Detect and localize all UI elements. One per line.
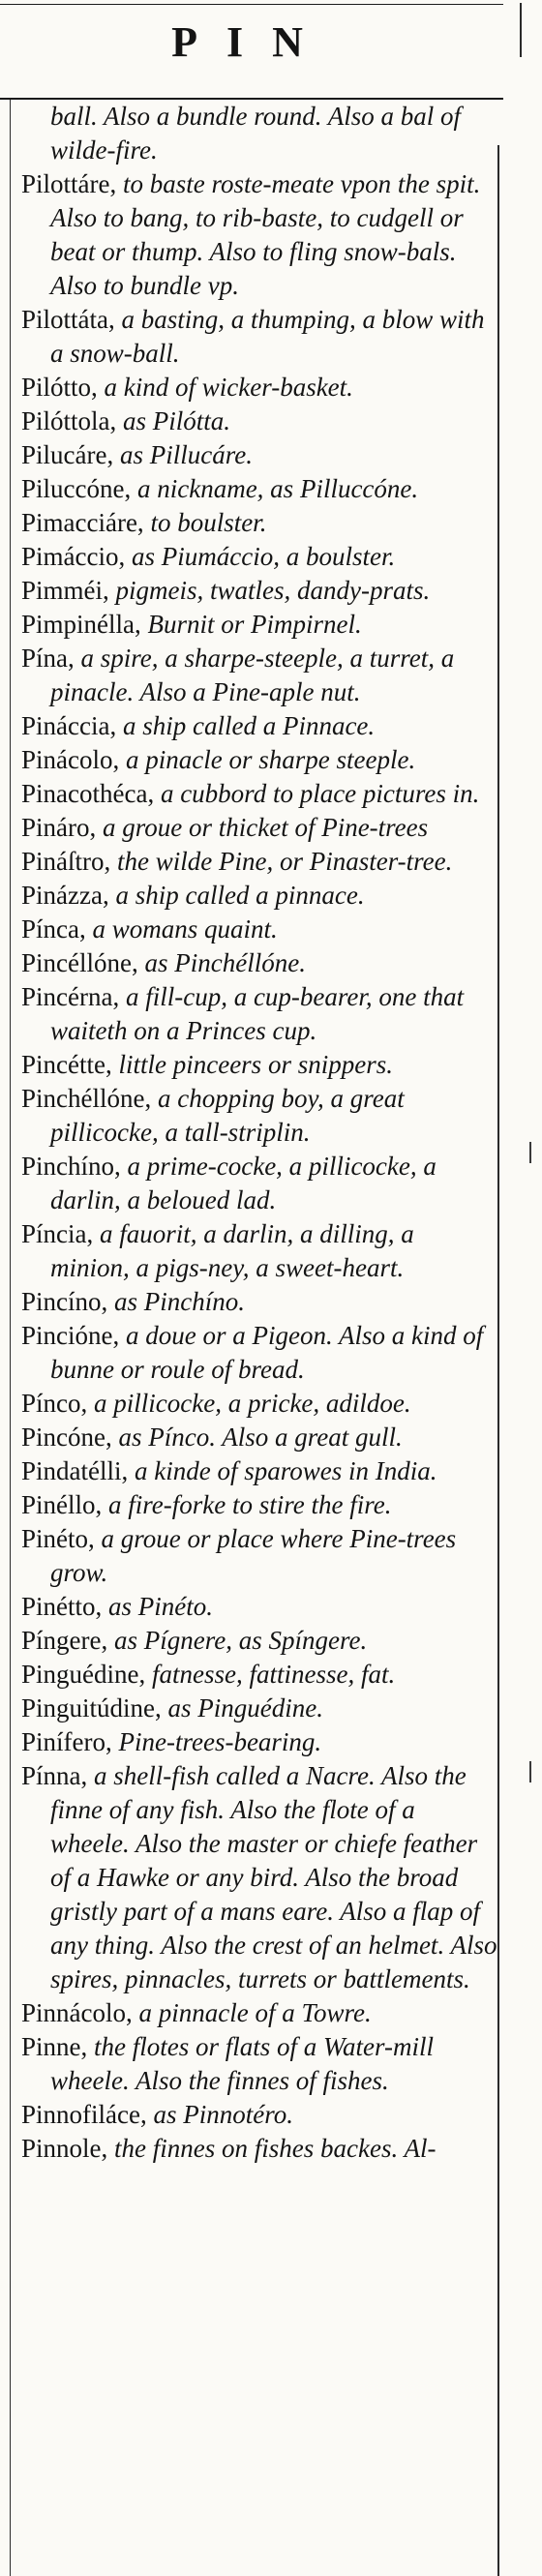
entry-headword: Pilóttola,: [21, 406, 117, 435]
entry-definition: a fire-forke to stire the fire.: [108, 1490, 392, 1519]
dictionary-entry: [21, 1996, 497, 2030]
entry-headword: Pinnofiláce,: [21, 2100, 147, 2129]
entry-definition: as Pillucáre.: [119, 440, 253, 469]
dictionary-entry: [21, 980, 497, 1048]
dictionary-entry: [21, 404, 497, 438]
page-header: PIN: [171, 18, 332, 66]
entry-definition: a cubbord to place pictures in.: [160, 779, 480, 808]
entry-headword: Píngere,: [21, 1626, 108, 1655]
entry-definition: a basting, a thumping, a blow with a snow-ball.: [50, 305, 485, 368]
entry-headword: Pilottáta,: [21, 305, 115, 334]
dictionary-entry: [21, 845, 497, 879]
entry-definition: as Pinnotéro.: [153, 2100, 293, 2129]
dictionary-entry: [21, 1387, 497, 1421]
dictionary-entry: [21, 608, 497, 642]
entry-headword: Pinázza,: [21, 881, 109, 910]
entry-headword: Pimpinélla,: [21, 610, 141, 639]
entry-definition: a fill-cup, a cup-bearer, one that waiteth on a Princes cup.: [50, 982, 465, 1045]
dictionary-entry: [21, 709, 497, 743]
dictionary-entry: [21, 913, 497, 946]
entry-definition: a fauorit, a darlin, a dilling, a minion, a pigs-ney, a sweet-heart.: [50, 1219, 414, 1282]
entry-definition: to boulster.: [150, 508, 267, 537]
header-top-rule: [0, 4, 503, 5]
entry-definition: a prime-cocke, a pillicocke, a darlin, a beloued lad.: [50, 1152, 437, 1214]
entry-headword: Pínna,: [21, 1761, 88, 1790]
entry-headword: Pimacciáre,: [21, 508, 144, 537]
entry-definition: as Pilótta.: [123, 406, 231, 435]
dictionary-entry: [21, 574, 497, 608]
dictionary-entry: [21, 777, 497, 811]
entry-headword: Pinguédine,: [21, 1660, 146, 1689]
entry-headword: Pinnácolo,: [21, 1998, 133, 2027]
entry-headword: Pinífero,: [21, 1727, 112, 1756]
dictionary-entry: [21, 2132, 497, 2166]
entry-headword: Pínca,: [21, 914, 86, 944]
entry-headword: Pinchíno,: [21, 1152, 121, 1181]
entry-definition: as Pinéto.: [108, 1592, 214, 1621]
right-column-rule: [497, 145, 499, 2576]
dictionary-entry: [21, 743, 497, 777]
entry-definition: a ship called a Pinnace.: [122, 711, 376, 740]
dictionary-entry: [21, 1421, 497, 1454]
dictionary-entry: [21, 2098, 497, 2132]
entry-definition: pigmeis, twatles, dandy-prats.: [115, 576, 431, 605]
entry-definition: to baste roste-meate vpon the spit. Also to bang, to rib-baste, to cudgell or beat or thump. Also to fling snow-bals. Also to bundle vp.: [50, 169, 481, 300]
dictionary-entry: [21, 1725, 497, 1759]
entry-definition: a kinde of sparowes in India.: [135, 1456, 437, 1485]
entry-headword: Piluccóne,: [21, 474, 132, 503]
corner-rule: [520, 3, 522, 57]
entry-definition: as Pinchíno.: [114, 1287, 246, 1316]
entry-headword: Pináro,: [21, 813, 97, 842]
dictionary-entry: [21, 1150, 497, 1217]
dictionary-entry: [21, 1217, 497, 1285]
dictionary-entry: [21, 100, 497, 167]
entry-headword: Pináſtro,: [21, 847, 111, 876]
entry-definition: a pinnacle of a Towre.: [138, 1998, 372, 2027]
entry-headword: Pinnole,: [21, 2134, 108, 2163]
dictionary-entry: [21, 506, 497, 540]
entry-definition: a groue or place where Pine-trees grow.: [50, 1524, 457, 1587]
dictionary-entry: [21, 1590, 497, 1624]
entry-headword: Pináccia,: [21, 711, 117, 740]
entry-headword: Pincétte,: [21, 1050, 112, 1079]
entry-definition: a groue or thicket of Pine-trees: [103, 813, 429, 842]
entry-definition: a pinacle or sharpe steeple.: [126, 745, 416, 774]
entry-definition: a shell-fish called a Nacre. Also the finne of any fish. Also the flote of a wheele. Also the master or chiefe feather of a Hawke or any bird. Also the broad gristly part of a mans eare. Also a flap of any thing. Also the crest of an helmet. Also spires, pinnacles, turrets or battlements.: [50, 1761, 497, 1993]
entry-definition: as Pinguédine.: [167, 1693, 323, 1722]
entry-definition: little pinceers or snippers.: [118, 1050, 393, 1079]
dictionary-entry: [21, 1624, 497, 1658]
dictionary-entry: [21, 371, 497, 404]
dictionary-entry: [21, 1522, 497, 1590]
dictionary-entry: [21, 811, 497, 845]
entry-definition: as Pinchéllóne.: [144, 948, 306, 977]
entry-headword: Pincóne,: [21, 1423, 112, 1452]
dictionary-entry: [21, 540, 497, 574]
dictionary-entry: [21, 438, 497, 472]
dictionary-entry: [21, 2030, 497, 2098]
entry-headword: Pincióne,: [21, 1321, 120, 1350]
left-column-rule: [10, 100, 11, 2576]
entry-definition: ball. Also a bundle round. Also a bal of wilde-fire.: [50, 102, 462, 165]
dictionary-entry: [21, 1488, 497, 1522]
entry-definition: Pine-trees-bearing.: [118, 1727, 322, 1756]
entry-definition: a womans quaint.: [92, 914, 278, 944]
entry-definition: a kind of wicker-basket.: [104, 373, 353, 402]
entry-definition: as Piumáccio, a boulster.: [131, 542, 396, 571]
dictionary-entry: [21, 167, 497, 303]
dictionary-entry: [21, 879, 497, 913]
dictionary-entry: [21, 1319, 497, 1387]
entry-headword: Pinácolo,: [21, 745, 120, 774]
entry-definition: the flotes or flats of a Water-mill wheele. Also the finnes of fishes.: [50, 2032, 434, 2095]
entry-definition: the wilde Pine, or Pinaster-tree.: [117, 847, 453, 876]
entry-headword: Pilottáre,: [21, 169, 117, 198]
margin-mark: [529, 1761, 531, 1782]
entry-list: [21, 100, 497, 2166]
entry-headword: Pincíno,: [21, 1287, 108, 1316]
dictionary-entry: [21, 1048, 497, 1082]
dictionary-entry: [21, 1285, 497, 1319]
entry-headword: Pimméi,: [21, 576, 109, 605]
entry-headword: Pinacothéca,: [21, 779, 155, 808]
entry-definition: a pillicocke, a pricke, adildoe.: [94, 1389, 411, 1418]
entry-definition: as Pígnere, as Spíngere.: [113, 1626, 368, 1655]
dictionary-entry: [21, 1454, 497, 1488]
margin-mark: [529, 1142, 531, 1163]
dictionary-entry: [21, 472, 497, 506]
dictionary-entry: [21, 303, 497, 371]
entry-headword: Pinéllo,: [21, 1490, 103, 1519]
entry-headword: Pínco,: [21, 1389, 88, 1418]
entry-definition: as Pínco. Also a great gull.: [118, 1423, 403, 1452]
entry-headword: Pinne,: [21, 2032, 88, 2061]
entry-headword: Pilucáre,: [21, 440, 114, 469]
entry-definition: the finnes on fishes backes. Al-: [114, 2134, 437, 2163]
dictionary-entry: [21, 1082, 497, 1150]
entry-headword: Pincéllóne,: [21, 948, 138, 977]
entry-definition: a spire, a sharpe-steeple, a turret, a pinacle. Also a Pine-aple nut.: [50, 644, 455, 706]
dictionary-entry: [21, 946, 497, 980]
entry-definition: a nickname, as Pilluccóne.: [136, 474, 419, 503]
entry-definition: a chopping boy, a great pillicocke, a tall-striplin.: [50, 1084, 405, 1147]
entry-headword: Pinguitúdine,: [21, 1693, 162, 1722]
entry-headword: Pincérna,: [21, 982, 120, 1011]
entry-headword: Pína,: [21, 644, 75, 673]
entry-definition: fatnesse, fattinesse, fat.: [152, 1660, 396, 1689]
entry-headword: Píncia,: [21, 1219, 94, 1248]
dictionary-entry: [21, 1692, 497, 1725]
dictionary-entry: [21, 1658, 497, 1692]
dictionary-entry: [21, 1759, 497, 1996]
dictionary-entry: [21, 642, 497, 709]
entry-definition: a doue or a Pigeon. Also a kind of bunne or roule of bread.: [50, 1321, 484, 1384]
entry-headword: Pinéto,: [21, 1524, 95, 1553]
entry-headword: Pindatélli,: [21, 1456, 129, 1485]
entry-headword: Pilótto,: [21, 373, 98, 402]
entry-definition: Burnit or Pimpirnel.: [147, 610, 362, 639]
entry-definition: a ship called a pinnace.: [115, 881, 365, 910]
entry-headword: Pimáccio,: [21, 542, 126, 571]
entry-headword: Pinchéllóne,: [21, 1084, 152, 1113]
entry-headword: Pinétto,: [21, 1592, 103, 1621]
